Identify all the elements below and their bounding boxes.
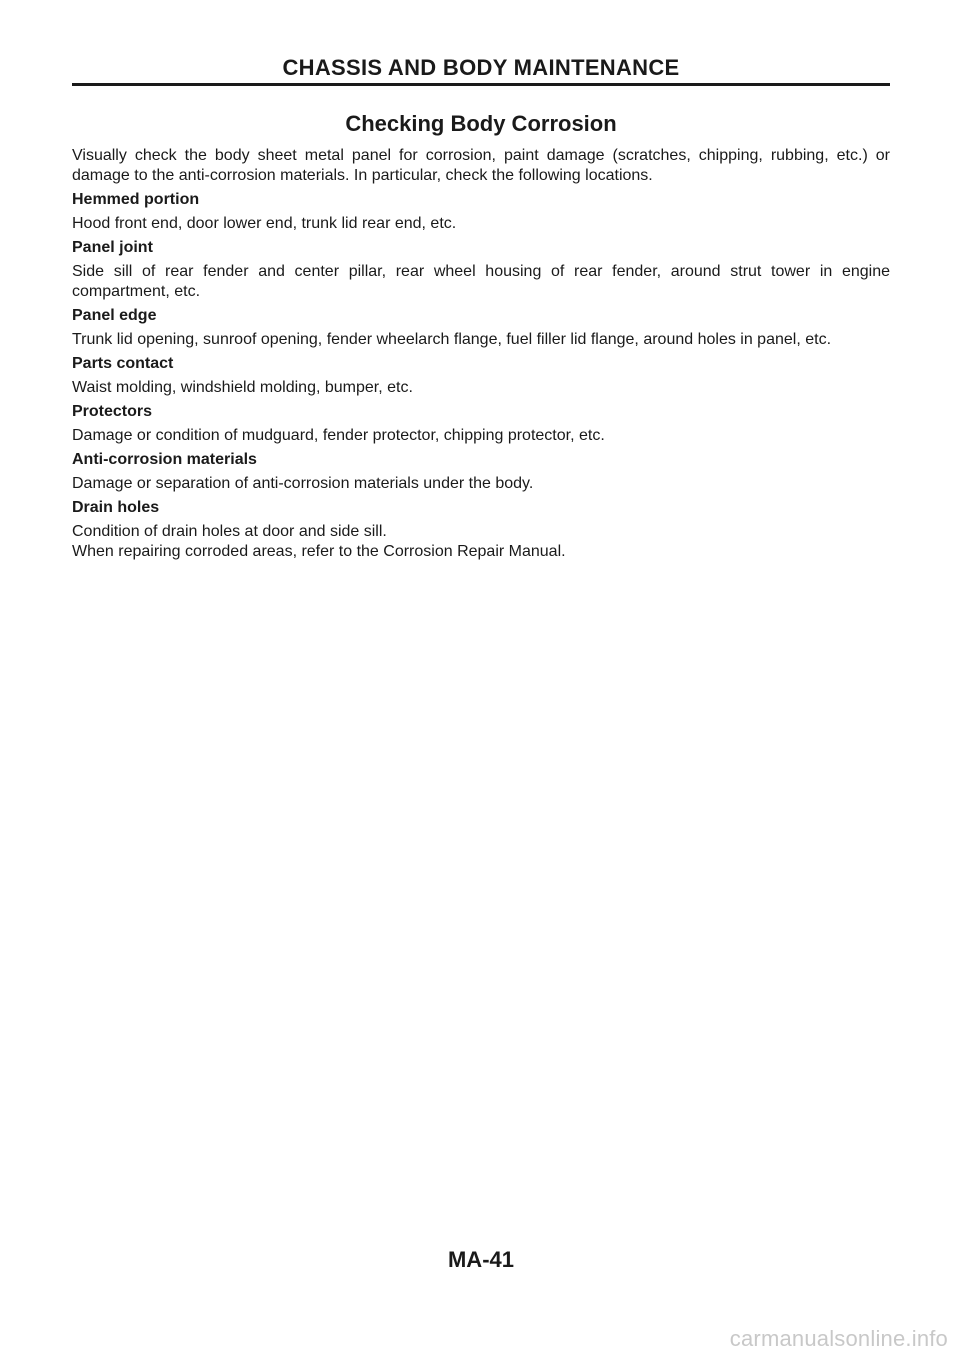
item-text-panel-joint: Side sill of rear fender and center pillar, rear wheel housing of rear fender, around strut tower in engine compartment, etc. — [72, 263, 890, 300]
page-header-title: CHASSIS AND BODY MAINTENANCE — [282, 55, 680, 80]
section-title: Checking Body Corrosion — [345, 111, 617, 136]
document-body — [72, 146, 890, 566]
item-heading-panel-joint: Panel joint — [72, 239, 153, 256]
item-heading-hemmed-portion: Hemmed portion — [72, 191, 200, 208]
item-text-hemmed-portion: Hood front end, door lower end, trunk lid rear end, etc. — [72, 215, 457, 232]
item-text-parts-contact: Waist molding, windshield molding, bumper, etc. — [72, 379, 413, 396]
item-text-drain-holes: Condition of drain holes at door and side sill. — [72, 523, 387, 540]
header-divider — [72, 83, 890, 86]
item-text-panel-edge: Trunk lid opening, sunroof opening, fender wheelarch flange, fuel filler lid flange, around holes in panel, etc. — [72, 331, 832, 348]
item-text-anti-corrosion-materials: Damage or separation of anti-corrosion materials under the body. — [72, 475, 534, 492]
item-heading-drain-holes: Drain holes — [72, 499, 160, 516]
item-heading-anti-corrosion-materials: Anti-corrosion materials — [72, 451, 257, 468]
item-heading-parts-contact: Parts contact — [72, 355, 174, 372]
watermark: carmanualsonline.info — [729, 1326, 948, 1351]
item-text-protectors: Damage or condition of mudguard, fender protector, chipping protector, etc. — [72, 427, 605, 444]
item-heading-panel-edge: Panel edge — [72, 307, 157, 324]
closing-paragraph: When repairing corroded areas, refer to the Corrosion Repair Manual. — [72, 543, 566, 560]
page-number: MA-41 — [447, 1247, 514, 1272]
item-heading-protectors: Protectors — [72, 403, 153, 420]
intro-paragraph: Visually check the body sheet metal panel for corrosion, paint damage (scratches, chipping, rubbing, etc.) or damage to the anti-corrosion materials. In particular, check the following locations. — [72, 147, 890, 184]
